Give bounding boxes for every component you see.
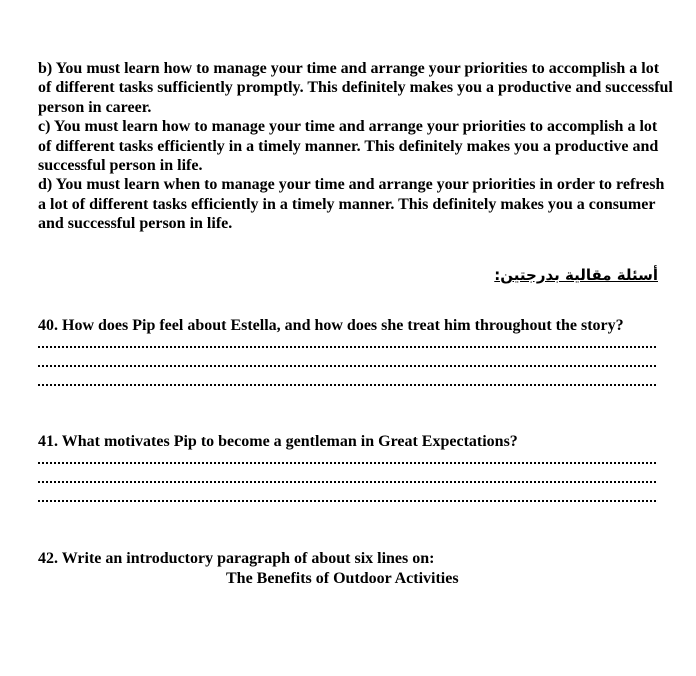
answer-options [38, 59, 673, 234]
answer-line [38, 498, 656, 502]
option-c: c) You must learn how to manage your time and arrange your priorities to accomplish a lot of different tasks efficiently in a timely manner. This definitely makes you a productive and successful person in life. [38, 118, 659, 175]
question-42 [38, 549, 660, 569]
answer-line [38, 479, 656, 483]
question-40-text: 40. How does Pip feel about Estella, and how does she treat him throughout the story? [38, 317, 624, 334]
answer-line [38, 382, 656, 386]
essay-section-heading: أسئلة مقالية بدرجتين: [494, 266, 658, 284]
question-41 [38, 432, 660, 502]
option-b: b) You must learn how to manage your time and arrange your priorities to accomplish a lot of different tasks sufficiently promptly. This definitely makes you a productive and successful person in career. [38, 60, 673, 116]
question-40 [38, 316, 660, 386]
answer-lines-40 [38, 344, 660, 386]
answer-lines-41 [38, 460, 660, 502]
question-41-text: 41. What motivates Pip to become a gentleman in Great Expectations? [38, 433, 518, 450]
question-42-topic: The Benefits of Outdoor Activities [226, 570, 459, 587]
question-42-text: 42. Write an introductory paragraph of about six lines on: [38, 550, 435, 567]
answer-line [38, 460, 656, 464]
answer-line [38, 363, 656, 367]
option-d: d) You must learn when to manage your time and arrange your priorities in order to refresh a lot of different tasks efficiently in a timely manner. This definitely makes you a consumer and successful person in life. [38, 176, 665, 233]
answer-line [38, 344, 656, 348]
